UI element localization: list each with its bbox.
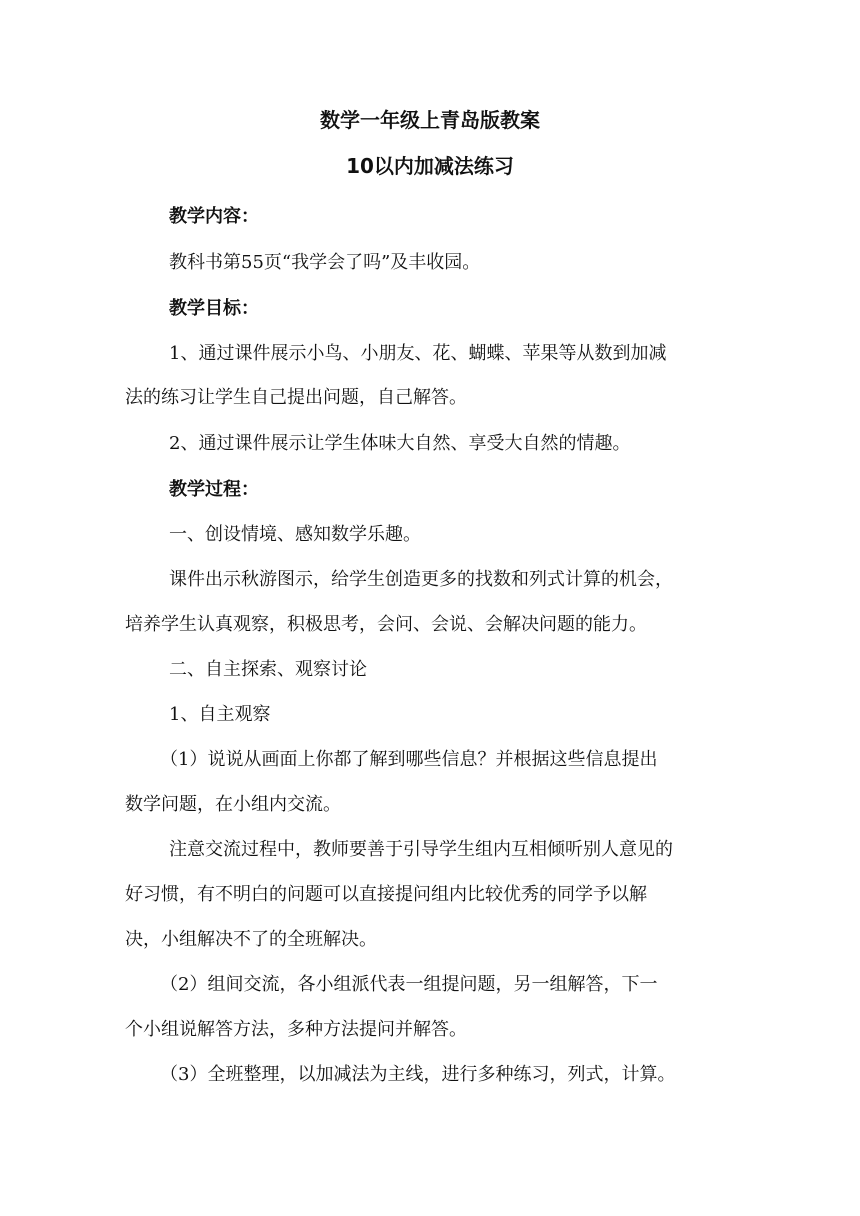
note-line-2: 好习惯，有不明白的问题可以直接提问组内比较优秀的同学予以解: [125, 884, 647, 905]
content-heading: 教学内容：: [169, 206, 259, 227]
content-text: 教科书第55页“我学会了吗”及丰收园。: [169, 252, 481, 273]
goals-heading: 教学目标：: [169, 298, 259, 319]
item-1-line-2: 数学问题，在小组内交流。: [125, 794, 341, 815]
note-line-1: 注意交流过程中，教师要善于引导学生组内互相倾听别人意见的: [169, 839, 673, 860]
goal-1-line-2: 法的练习让学生自己提出问题，自己解答。: [125, 387, 467, 408]
step-1-title: 一、创设情境、感知数学乐趣。: [169, 524, 421, 545]
item-2-line-2: 个小组说解答方法，多种方法提问并解答。: [125, 1019, 467, 1040]
sub-1-title: 1、自主观察: [169, 704, 271, 725]
item-3-line-1: （3）全班整理，以加减法为主线，进行多种练习，列式，计算。: [160, 1064, 676, 1085]
document-title: 数学一年级上青岛版教案: [320, 108, 540, 132]
item-1-line-1: （1）说说从画面上你都了解到哪些信息？并根据这些信息提出: [160, 749, 658, 770]
goal-1-line-1: 1、通过课件展示小鸟、小朋友、花、蝴蝶、苹果等从数到加减: [169, 343, 667, 364]
goal-2: 2、通过课件展示让学生体味大自然、享受大自然的情趣。: [169, 433, 631, 454]
item-2-line-1: （2）组间交流，各小组派代表一组提问题，另一组解答，下一: [160, 974, 658, 995]
note-line-3: 决，小组解决不了的全班解决。: [125, 929, 377, 950]
step-1-line-2: 培养学生认真观察，积极思考，会问、会说、会解决问题的能力。: [125, 614, 647, 635]
step-1-line-1: 课件出示秋游图示，给学生创造更多的找数和列式计算的机会，: [169, 569, 673, 590]
document-subtitle: 10以内加减法练习: [346, 154, 514, 178]
step-2-title: 二、自主探索、观察讨论: [169, 659, 367, 680]
process-heading: 教学过程：: [169, 479, 259, 500]
